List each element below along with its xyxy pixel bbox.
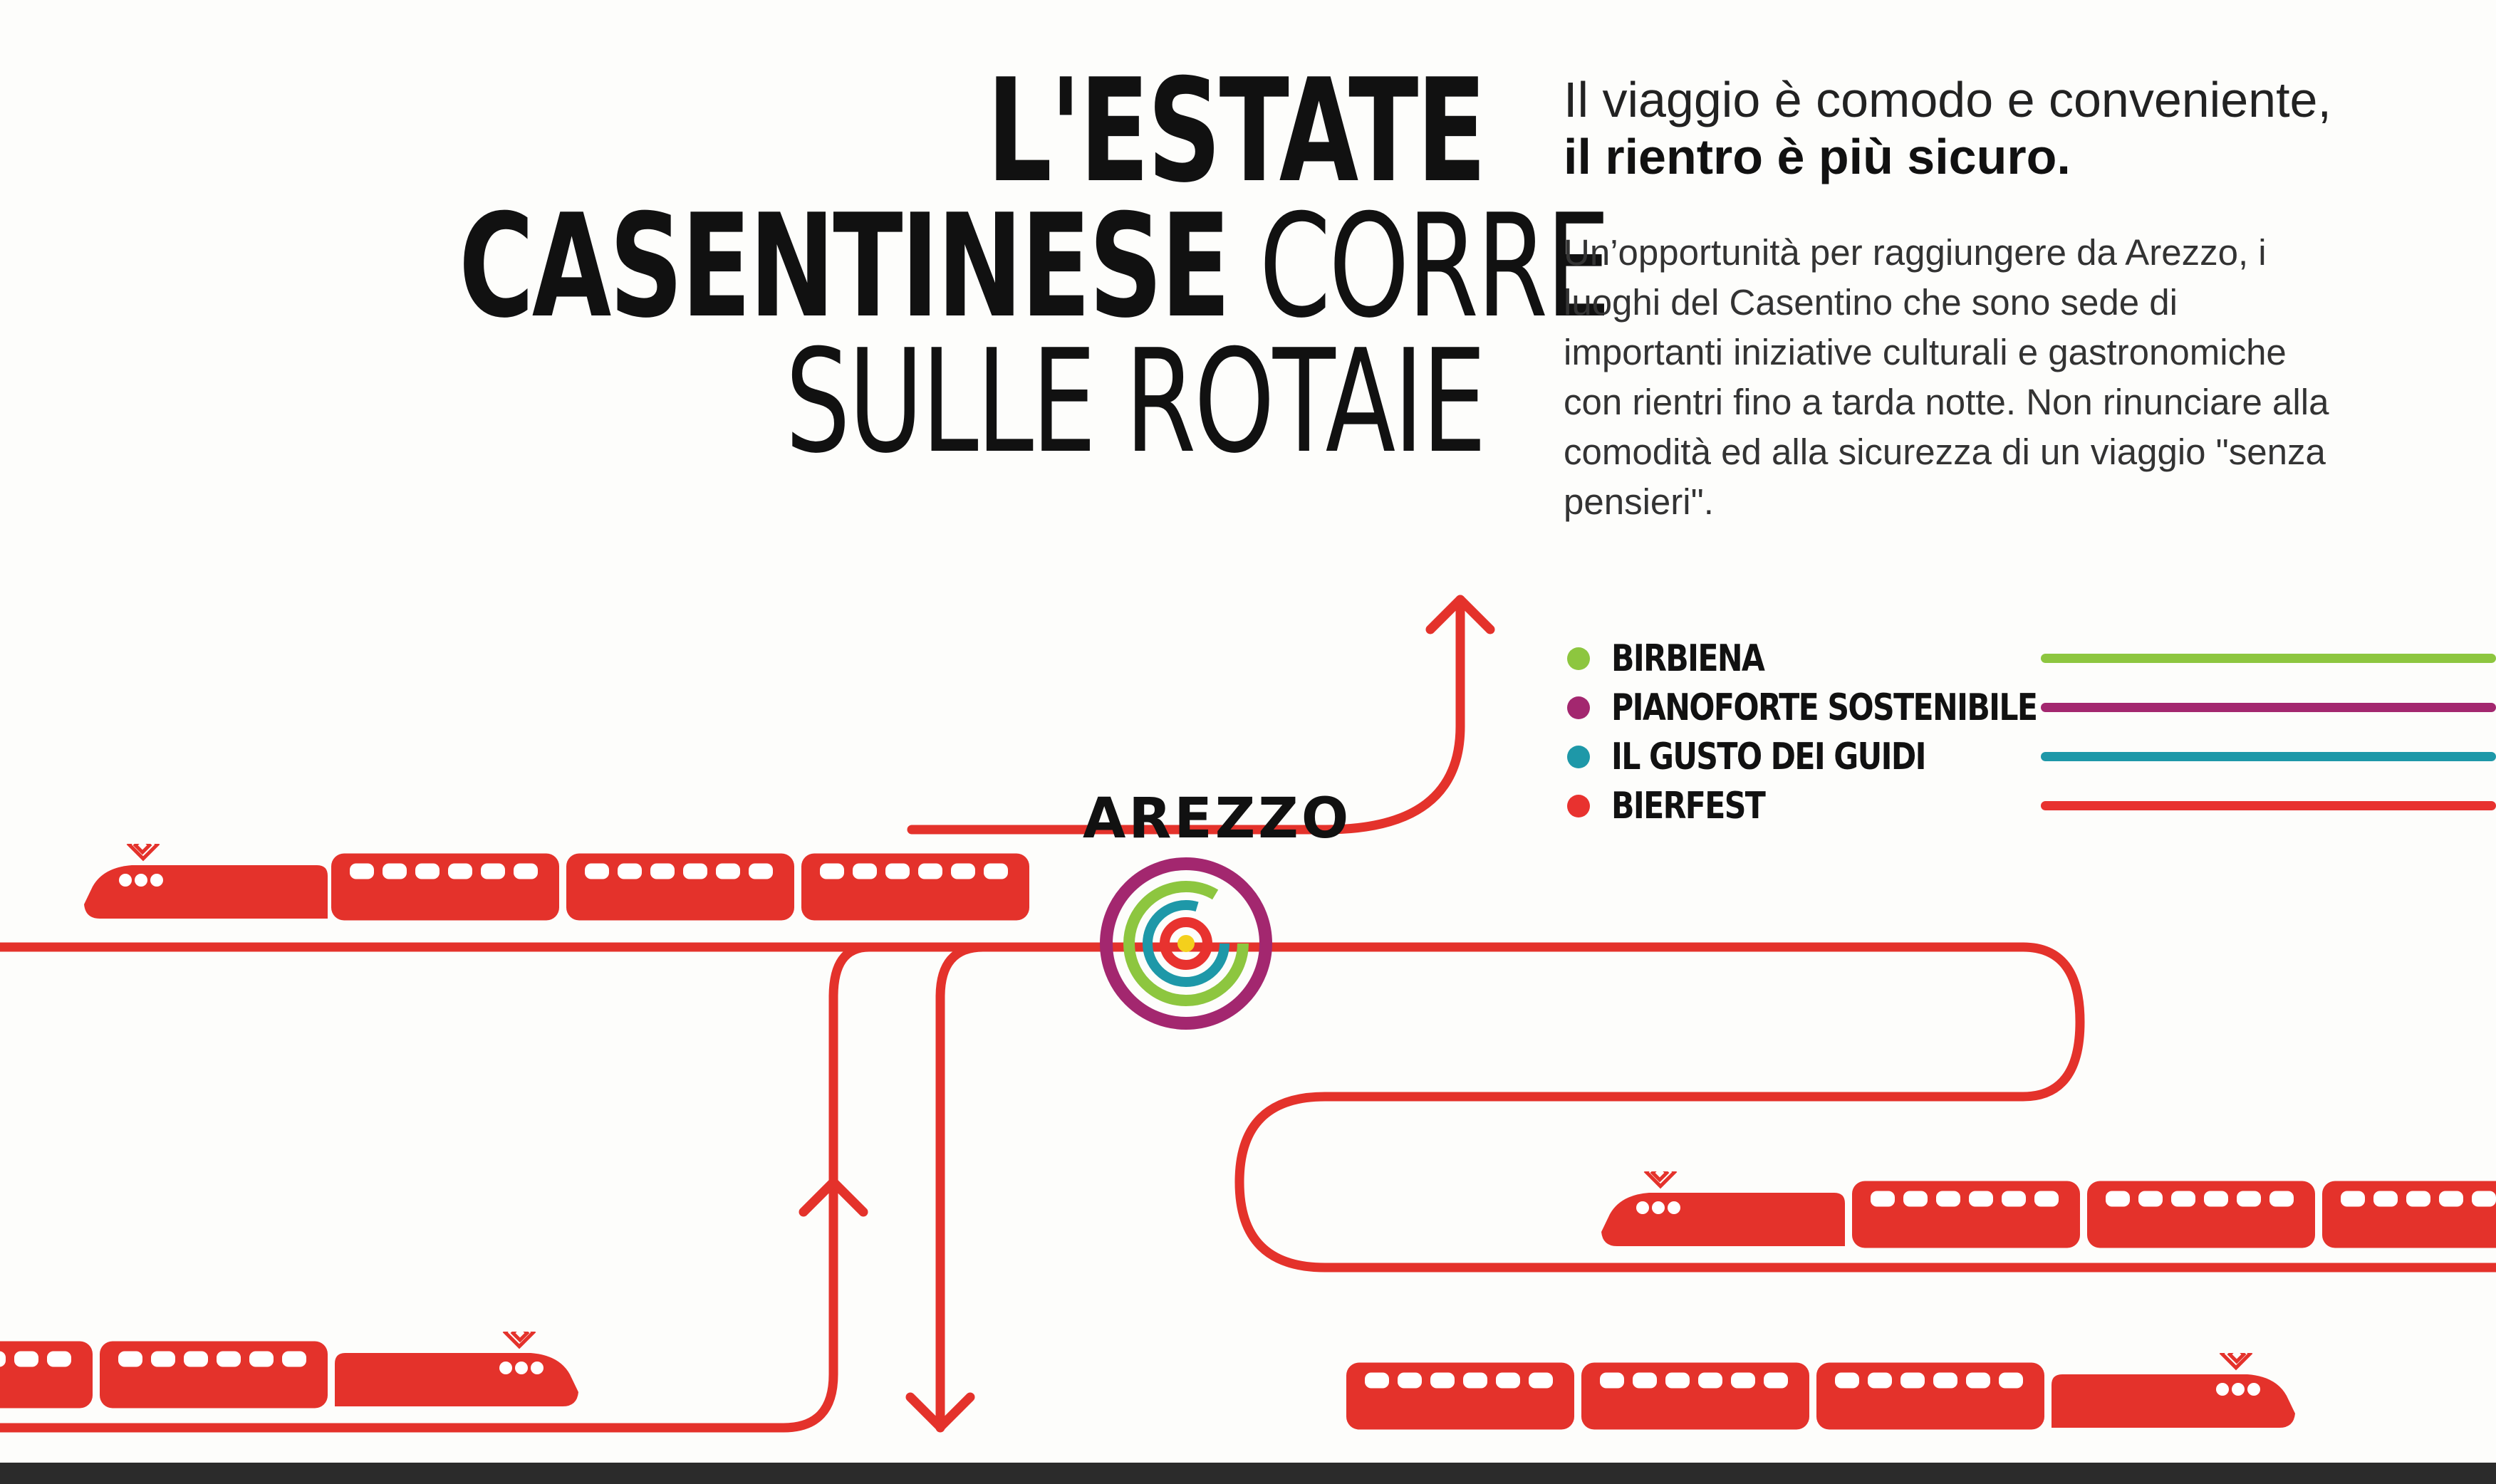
train-mid-right	[1601, 1158, 2496, 1248]
train-bottom-left	[0, 1318, 578, 1408]
intro-text	[1564, 71, 2490, 527]
legend-item-pianoforte	[1567, 683, 2496, 732]
headline-line-2-thin: CORRE	[1259, 184, 1609, 350]
headline	[60, 48, 1609, 485]
legend-dot-icon	[1567, 746, 1590, 768]
legend-line	[2041, 801, 2496, 810]
station-rings	[1106, 864, 1266, 1023]
legend-dot-icon	[1567, 696, 1590, 719]
headline-line-2-bold: CASENTINESE	[459, 184, 1229, 350]
legend-line	[2041, 703, 2496, 712]
intro-body: Un’opportunità per raggiungere da Arezzo, i luoghi del Casentino che sono sede di importanti iniziative culturali e gastronomiche con rientri fino a tarda notte. Non rinunciare alla comodità ed alla sicurezza di un viaggio "senza pensieri".	[1564, 232, 2329, 522]
station-label-arezzo: AREZZO	[1083, 787, 1352, 851]
legend-line	[2041, 654, 2496, 663]
train-top-left	[84, 830, 1029, 920]
legend-label: BIRBIENA	[1611, 637, 1764, 680]
footer-bar	[0, 1463, 2496, 1484]
legend-dot-icon	[1567, 647, 1590, 670]
intro-lead	[1564, 71, 2490, 185]
legend-line	[2041, 752, 2496, 761]
headline-line-3: SULLE ROTAIE	[785, 319, 1484, 485]
intro-lead-regular: Il viaggio è comodo e conveniente,	[1564, 72, 2331, 127]
legend-label: IL GUSTO DEI GUIDI	[1611, 735, 1925, 778]
legend-item-gusto	[1567, 732, 2496, 781]
intro-lead-bold: il rientro è più sicuro.	[1564, 129, 2071, 184]
legend-item-birbiena	[1567, 634, 2496, 683]
legend-label: BIERFEST	[1611, 784, 1765, 827]
train-bottom-right	[1346, 1339, 2295, 1429]
legend-label: PIANOFORTE SOSTENIBILE	[1611, 686, 2037, 729]
headline-line-2	[459, 184, 1609, 350]
headline-line-1: L'ESTATE	[987, 48, 1484, 214]
legend-item-bierfest	[1567, 781, 2496, 830]
event-legend	[1567, 634, 2496, 830]
legend-dot-icon	[1567, 795, 1590, 817]
